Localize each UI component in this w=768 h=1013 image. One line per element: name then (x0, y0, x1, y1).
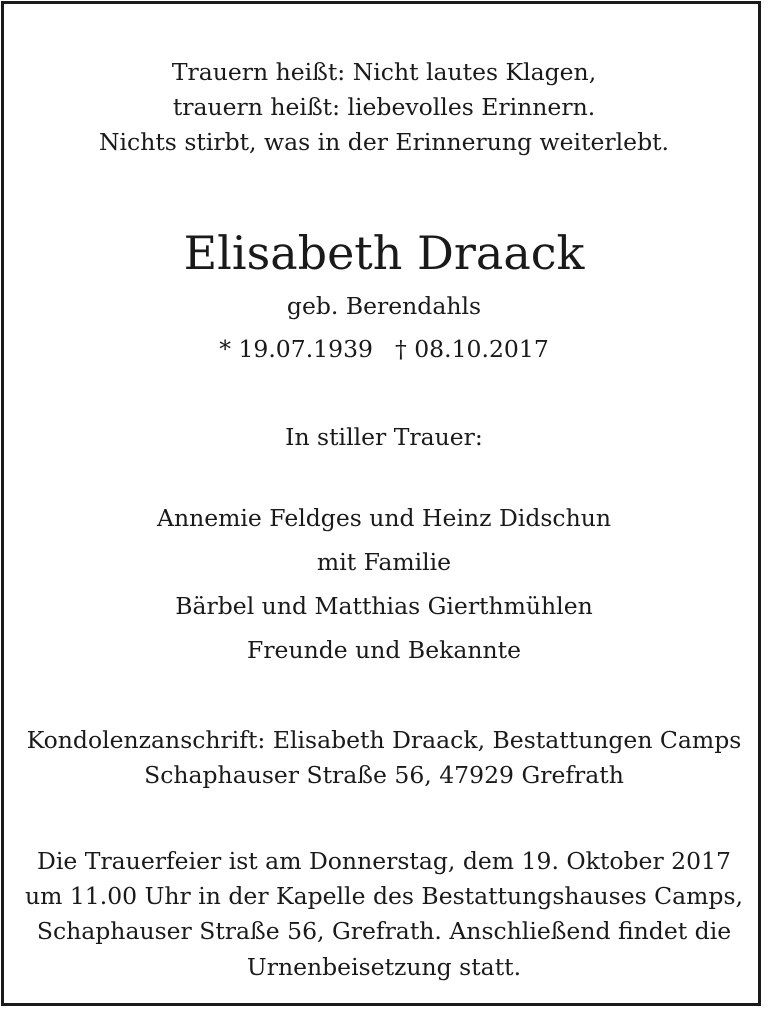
death-date: † 08.10.2017 (395, 335, 549, 363)
service-line-1: Die Trauerfeier ist am Donnerstag, dem 19. Oktober 2017 (37, 847, 731, 875)
mourner-line-3: Bärbel und Matthias Gierthmühlen (175, 592, 593, 620)
mourner-line-2: mit Familie (316, 548, 452, 576)
mourners-intro: In stiller Trauer: (285, 423, 483, 451)
condolence-line-2: Schaphauser Straße 56, 47929 Grefrath (144, 761, 624, 789)
birth-date: * 19.07.1939 (219, 335, 373, 363)
service-line-2: um 11.00 Uhr in der Kapelle des Bestattungshauses Camps, (24, 882, 744, 910)
mourner-line-1: Annemie Feldges und Heinz Didschun (156, 504, 611, 532)
birth-name: geb. Berendahls (286, 292, 482, 320)
poem-line-1: Trauern heißt: Nicht lautes Klagen, (171, 58, 597, 86)
condolence-line-1: Kondolenzanschrift: Elisabeth Draack, Bestattungen Camps (26, 726, 742, 754)
mourner-line-4: Freunde und Bekannte (247, 636, 521, 664)
service-line-3: Schaphauser Straße 56, Grefrath. Anschließend findet die (36, 917, 732, 945)
service-line-4: Urnenbeisetzung statt. (246, 953, 522, 981)
poem-line-3: Nichts stirbt, was in der Erinnerung weiterlebt. (98, 128, 670, 156)
life-dates (0, 334, 768, 364)
poem-line-2: trauern heißt: liebevolles Erinnern. (172, 93, 596, 121)
deceased-name: Elisabeth Draack (183, 226, 585, 280)
